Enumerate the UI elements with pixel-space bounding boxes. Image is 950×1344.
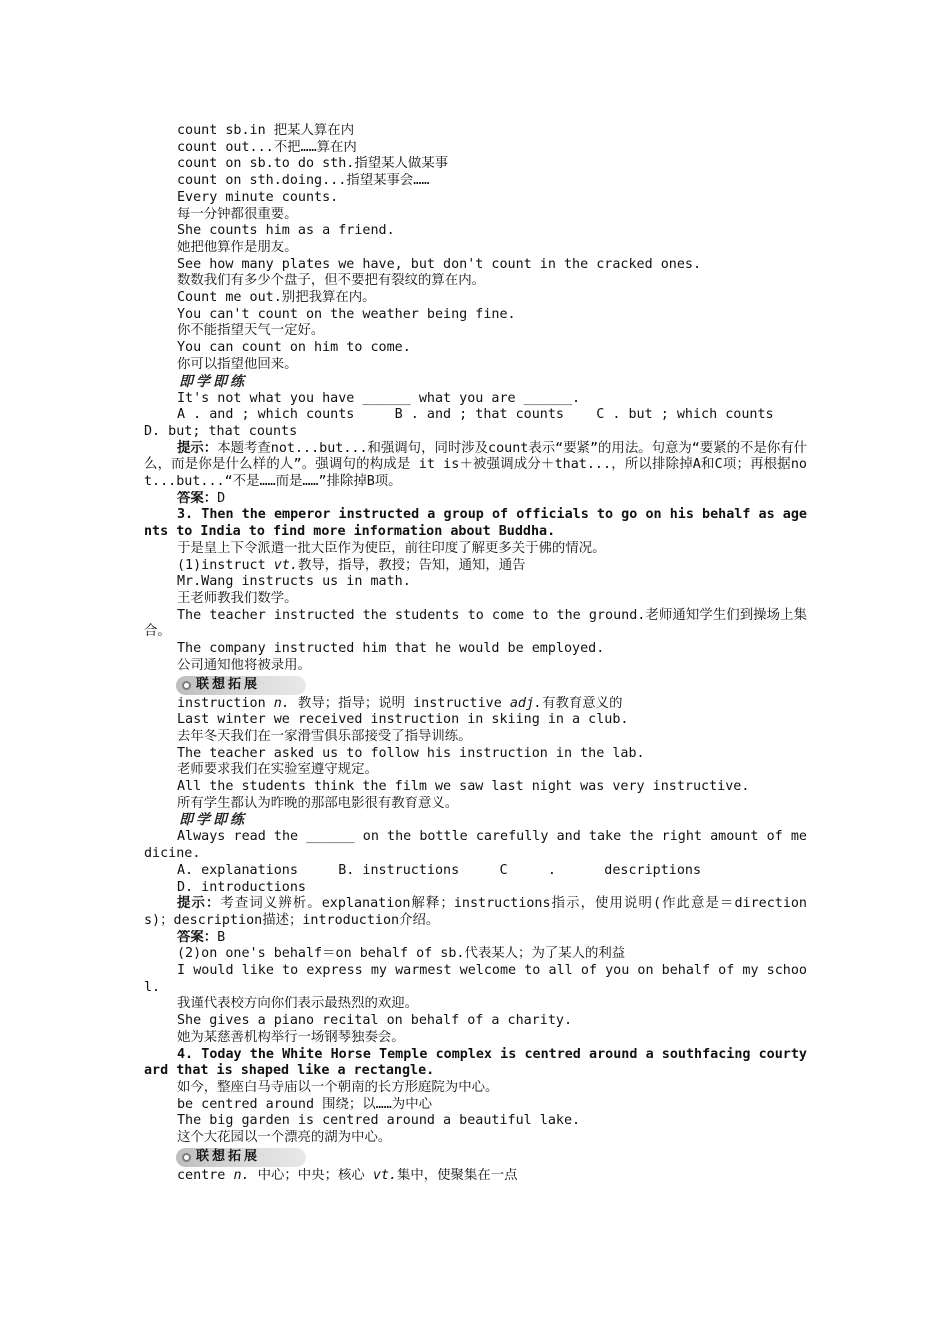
text-line: 老师要求我们在实验室遵守规定。 <box>177 762 378 778</box>
text-line: I would like to express my warmest welcome to all of you on behalf of my school. <box>144 963 807 995</box>
exercise-question: Always read the ______ on the bottle carefully and take the right amount of medicine. <box>144 829 807 862</box>
bullet-icon <box>182 1153 191 1162</box>
text-line: Mr.Wang instructs us in math. <box>177 574 411 590</box>
text-line: 你不能指望天气一定好。 <box>177 323 325 339</box>
def-text: 有教育意义的 <box>542 695 623 711</box>
text-line: She counts him as a friend. <box>177 223 395 239</box>
text-line: See how many plates we have, but don't count in the cracked ones. <box>177 256 702 272</box>
text-line: 如今，整座白马寺庙以一个朝南的长方形庭院为中心。 <box>177 1079 499 1095</box>
text-line: Count me out.别把我算在内。 <box>177 290 376 306</box>
text-line: 公司通知他将被录用。 <box>177 657 311 673</box>
exercise-answer <box>144 930 807 947</box>
text-line: count sb.in 把某人算在内 <box>177 123 355 138</box>
definition-line: (2)on one's behalf＝on behalf of sb.代表某人；为了某人的利益 <box>177 946 626 962</box>
part-of-speech: n. <box>273 695 290 711</box>
text-line: 她为某慈善机构举行一场钢琴独奏会。 <box>177 1029 405 1045</box>
text-line: 每一分钟都很重要。 <box>177 206 298 222</box>
text-line: You can count on him to come. <box>177 340 411 356</box>
exercise-options: D. but; that counts <box>144 423 298 439</box>
part-of-speech: n. <box>233 1167 250 1183</box>
text-line: 你可以指望他回来。 <box>177 356 298 372</box>
def-text: 集中，使聚集在一点 <box>397 1167 518 1183</box>
extension-banner-label: 联想拓展 <box>196 1148 261 1164</box>
section-heading: 4. Today the White Horse Temple complex is centred around a southfacing courtyard that is shaped like a rectangle. <box>144 1046 807 1079</box>
hint-text: 考查词义辨析。explanation解释；instructions指示，使用说明(作此意是＝directions)；description描述；introduction介绍。 <box>144 896 807 928</box>
def-prefix: (1)instruct <box>177 557 274 573</box>
answer-label: 答案： <box>177 490 218 506</box>
part-of-speech: vt. <box>372 1167 397 1183</box>
text-line: count out...不把……算在内 <box>177 139 357 155</box>
definition-line <box>144 1168 807 1185</box>
text-line: 所有学生都认为昨晚的那部电影很有教育意义。 <box>177 795 459 811</box>
text-line: The company instructed him that he would be employed. <box>177 641 605 657</box>
text-line: 她把他算作是朋友。 <box>177 239 298 255</box>
part-of-speech: adj. <box>509 695 543 711</box>
def-text: 教导；指导；说明 instructive <box>289 695 510 711</box>
text-line: Last winter we received instruction in skiing in a club. <box>177 712 629 728</box>
answer-label: 答案： <box>177 929 218 945</box>
exercise-options: A. explanations B. instructions C . descriptions <box>177 862 702 878</box>
text-line: count on sth.doing...指望某事会…… <box>177 173 430 189</box>
practice-banner: 即学即练 <box>179 374 807 391</box>
extension-banner-label: 联想拓展 <box>196 676 261 692</box>
def-text: 教导，指导，教授；告知，通知，通告 <box>297 557 526 573</box>
text-line: The teacher instructed the students to come to the ground.老师通知学生们到操场上集合。 <box>144 607 807 640</box>
hint-label: 提示： <box>177 440 218 456</box>
definition-line <box>144 696 807 713</box>
definition-line <box>144 558 807 575</box>
extension-banner <box>176 1148 306 1167</box>
exercise-hint <box>144 896 807 929</box>
answer-value: B <box>217 929 226 945</box>
exercise-answer <box>144 491 807 508</box>
word: instruction <box>177 695 274 711</box>
exercise-question: It's not what you have ______ what you are ______. <box>177 390 581 406</box>
text-line: 数数我们有多少个盘子，但不要把有裂纹的算在内。 <box>177 273 485 289</box>
exercise-options: A . and ; which counts B . and ; that counts C . but ; which counts <box>177 407 774 423</box>
part-of-speech: vt. <box>273 557 298 573</box>
exercise-hint <box>144 441 807 491</box>
text-line: You can't count on the weather being fine. <box>177 306 516 322</box>
text-line: 去年冬天我们在一家滑雪俱乐部接受了指导训练。 <box>177 728 472 744</box>
text-line: The big garden is centred around a beautiful lake. <box>177 1113 581 1129</box>
practice-banner: 即学即练 <box>179 812 807 829</box>
bullet-icon <box>182 681 191 690</box>
hint-text: 本题考查not...but...和强调句，同时涉及count表示“要紧”的用法。句意为“要紧的不是你有什么，而是你是什么样的人”。强调句的构成是 it is＋被强调成分＋that...，所以排除掉A和C项；再根据not...but...“不是……而是……”排除掉B项。 <box>144 440 807 490</box>
text-line: count on sb.to do sth.指望某人做某事 <box>177 156 449 172</box>
section-heading: 3. Then the emperor instructed a group of officials to go on his behalf as agents to India to find more information about Buddha. <box>144 507 807 540</box>
text-line: 这个大花园以一个漂亮的湖为中心。 <box>177 1130 392 1146</box>
text-line: The teacher asked us to follow his instruction in the lab. <box>177 745 645 761</box>
word: centre <box>177 1167 234 1183</box>
exercise-options: D. introductions <box>177 879 306 895</box>
text-line: Every minute counts. <box>177 189 339 205</box>
document-page <box>144 123 807 1184</box>
text-line: She gives a piano recital on behalf of a charity. <box>177 1013 573 1029</box>
answer-value: D <box>217 490 226 506</box>
text-line: All the students think the film we saw last night was very instructive. <box>177 779 750 795</box>
text-line: 王老师教我们数学。 <box>177 590 298 606</box>
text-line: 我谨代表校方向你们表示最热烈的欢迎。 <box>177 996 419 1012</box>
text-line: 于是皇上下令派遣一批大臣作为使臣，前往印度了解更多关于佛的情况。 <box>177 540 606 556</box>
def-text: 中心；中央；核心 <box>249 1167 373 1183</box>
extension-banner <box>176 676 306 695</box>
definition-line: be centred around 围绕；以……为中心 <box>177 1096 432 1112</box>
hint-label: 提示： <box>177 896 221 912</box>
